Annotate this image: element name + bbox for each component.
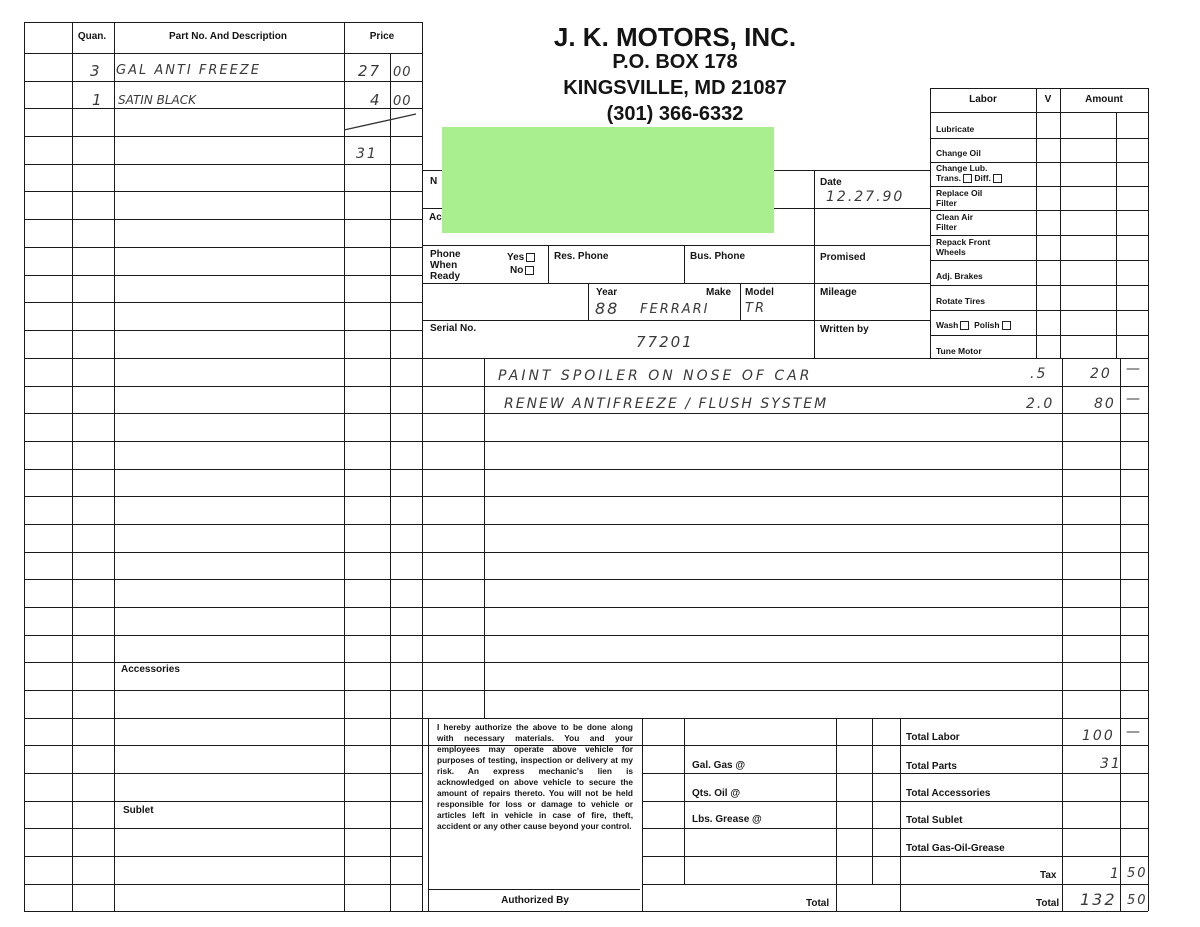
- company-name: J. K. MOTORS, INC.: [553, 22, 797, 52]
- grid-line: [422, 524, 1148, 525]
- qts-oil-label: Qts. Oil @: [692, 788, 741, 799]
- grid-line: [422, 718, 1148, 719]
- work-1-amount: 20: [1090, 366, 1112, 382]
- make-value: FERRARI: [640, 302, 710, 317]
- grid-line: [428, 889, 640, 890]
- grid-line: [836, 718, 837, 911]
- serial-label: Serial No.: [430, 323, 477, 334]
- total-parts-label: Total Parts: [906, 761, 957, 772]
- grid-line: [24, 247, 422, 248]
- grid-line: [24, 81, 422, 82]
- price-header: Price: [369, 31, 395, 42]
- grid-line: [24, 164, 422, 165]
- grid-line: [344, 22, 345, 911]
- grid-line: [24, 22, 25, 911]
- redaction-sticky-note: [442, 127, 774, 233]
- grid-line: [642, 718, 643, 911]
- part-row-1-quan: 3: [90, 62, 102, 80]
- work-2-amount: 80: [1094, 396, 1116, 412]
- work-2-description: RENEW ANTIFREEZE / FLUSH SYSTEM: [504, 396, 829, 412]
- grid-line: [24, 136, 422, 137]
- grid-line: [24, 579, 422, 580]
- total-gas-oil-grease-label: Total Gas-Oil-Grease: [906, 843, 1005, 854]
- sublet-label: Sublet: [123, 805, 154, 816]
- rotate-tires-label: Rotate Tires: [936, 296, 985, 306]
- grid-line: [24, 828, 422, 829]
- grid-line: [740, 283, 741, 320]
- grid-line: [390, 53, 391, 911]
- grid-line: [24, 219, 422, 220]
- grid-line: [1062, 358, 1063, 718]
- part-row-2-dollars: 4: [370, 91, 382, 109]
- model-label: Model: [745, 287, 774, 298]
- lbs-grease-label: Lbs. Grease @: [692, 814, 762, 825]
- trans-checkbox[interactable]: [963, 174, 972, 183]
- part-row-2-quan: 1: [92, 91, 104, 109]
- grid-line: [422, 579, 1148, 580]
- grid-line: [422, 911, 1148, 912]
- wash-polish-label: Wash Polish: [936, 320, 1011, 331]
- promised-label: Promised: [820, 252, 866, 263]
- parts-total: 31: [356, 146, 378, 162]
- grid-line: [24, 884, 422, 885]
- grid-line: [24, 801, 422, 802]
- mileage-label: Mileage: [820, 287, 857, 298]
- grid-line: [24, 413, 422, 414]
- grid-line: [24, 386, 422, 387]
- address-label: Ac: [429, 212, 442, 223]
- written-by-label: Written by: [820, 324, 869, 335]
- grid-line: [422, 662, 1148, 663]
- gas-oil-total-label: Total: [806, 898, 830, 909]
- tax-cents: 50: [1127, 866, 1148, 881]
- total-accessories-label: Total Accessories: [906, 788, 991, 799]
- part-header: Part No. And Description: [169, 31, 287, 42]
- part-row-1-description: GAL ANTI FREEZE: [116, 63, 261, 78]
- grid-line: [872, 718, 873, 884]
- repack-front-wheels-label: Repack Front Wheels: [936, 237, 991, 257]
- grand-total-cents: 50: [1127, 893, 1148, 908]
- grid-line: [422, 320, 930, 321]
- tune-motor-label: Tune Motor: [936, 346, 982, 356]
- grid-line: [24, 441, 422, 442]
- grid-line: [24, 911, 422, 912]
- grid-line: [422, 22, 423, 911]
- model-value: TR: [745, 301, 766, 316]
- grid-line: [1062, 718, 1063, 911]
- grid-line: [24, 191, 422, 192]
- grid-line: [642, 828, 1148, 829]
- grid-line: [422, 283, 930, 284]
- grid-line: [642, 773, 1148, 774]
- work-1-cents: —: [1126, 361, 1142, 377]
- yes-label: Yes: [507, 252, 535, 263]
- grid-line: [428, 718, 429, 911]
- grid-line: [24, 745, 422, 746]
- change-lub-label: Change Lub. Trans. Diff.: [936, 164, 1002, 183]
- change-oil-label: Change Oil: [936, 148, 981, 158]
- company-phone: (301) 366-6332: [606, 103, 744, 125]
- work-1-description: PAINT SPOILER ON NOSE OF CAR: [498, 368, 813, 384]
- grid-line: [72, 22, 73, 911]
- grid-line: [24, 662, 422, 663]
- grid-line: [24, 524, 422, 525]
- grid-line: [548, 245, 549, 283]
- phone-when-ready-label: Phone When Ready: [430, 249, 461, 282]
- grid-line: [24, 856, 422, 857]
- grid-line: [1116, 112, 1117, 358]
- grid-line: [24, 358, 422, 359]
- grid-line: [642, 801, 1148, 802]
- grid-line: [422, 690, 1148, 691]
- grid-line: [684, 245, 685, 283]
- grid-line: [422, 635, 1148, 636]
- part-row-2-description: SATIN BLACK: [118, 93, 196, 107]
- polish-checkbox[interactable]: [1002, 321, 1011, 330]
- work-2-cents: —: [1126, 391, 1142, 407]
- serial-value: 77201: [636, 333, 694, 351]
- grid-line: [900, 718, 901, 911]
- date-label: Date: [820, 177, 842, 188]
- total-sublet-label: Total Sublet: [906, 815, 963, 826]
- company-address-2: KINGSVILLE, MD 21087: [563, 77, 787, 99]
- grid-line: [24, 302, 422, 303]
- labor-header: Labor: [969, 94, 997, 105]
- authorized-by-label: Authorized By: [501, 895, 569, 906]
- authorization-text: I hereby authorize the above to be done along with necessary materials. You and your employees may operate above vehicle for purposes of testing, inspection or delivery at my risk. An express mechanic's lien is acknowledged on above vehicle to secure the amount of repairs thereto. You will not be held responsible for loss or damage to vehicle or articles left in vehicle in case of fire, theft, accident or any other cause beyond your control.: [437, 722, 633, 831]
- tax-label: Tax: [1040, 870, 1057, 881]
- grid-line: [422, 245, 930, 246]
- grid-line: [24, 53, 422, 54]
- wash-checkbox[interactable]: [960, 321, 969, 330]
- part-row-2-cents: 00: [393, 94, 412, 109]
- year-label: Year: [596, 287, 618, 298]
- no-label: No: [510, 265, 534, 276]
- clean-air-filter-label: Clean Air Filter: [936, 212, 974, 232]
- grid-line: [24, 718, 422, 719]
- grand-total-label: Total: [1036, 898, 1060, 909]
- total-labor-cents: —: [1126, 724, 1142, 740]
- diff-checkbox[interactable]: [993, 174, 1002, 183]
- grid-line: [1060, 88, 1061, 358]
- grid-line: [24, 607, 422, 608]
- lubricate-label: Lubricate: [936, 124, 975, 134]
- quan-header: Quan.: [77, 31, 107, 42]
- grid-line: [1148, 88, 1149, 911]
- grid-line: [24, 773, 422, 774]
- res-phone-label: Res. Phone: [554, 251, 609, 262]
- grid-line: [24, 275, 422, 276]
- grid-line: [422, 358, 1148, 359]
- parts-sum-line: [340, 108, 420, 134]
- total-labor-value: 100: [1082, 728, 1115, 744]
- work-2-hours: 2.0: [1026, 396, 1055, 412]
- amount-header: Amount: [1085, 94, 1123, 105]
- yes-checkbox[interactable]: [526, 253, 535, 262]
- grid-line: [930, 88, 931, 358]
- grid-line: [1036, 88, 1037, 358]
- grid-line: [24, 22, 422, 23]
- grid-line: [930, 88, 1148, 89]
- grid-line: [422, 441, 1148, 442]
- grid-line: [422, 496, 1148, 497]
- gal-gas-label: Gal. Gas @: [692, 760, 746, 771]
- replace-oil-filter-label: Replace Oil Filter: [936, 188, 983, 208]
- grid-line: [422, 413, 1148, 414]
- total-labor-label: Total Labor: [906, 732, 960, 743]
- grid-line: [588, 283, 589, 320]
- grid-line: [24, 330, 422, 331]
- adj-brakes-label: Adj. Brakes: [936, 271, 983, 281]
- year-value: 88: [595, 299, 620, 318]
- work-1-hours: .5: [1030, 366, 1048, 382]
- check-header: V: [1044, 94, 1052, 105]
- no-checkbox[interactable]: [525, 266, 534, 275]
- date-value: 12.27.90: [826, 189, 905, 205]
- part-row-1-dollars: 27: [358, 62, 382, 80]
- total-parts-value: 31: [1100, 756, 1122, 772]
- grid-line: [24, 496, 422, 497]
- grand-total-value: 132: [1080, 890, 1117, 909]
- grid-line: [684, 718, 685, 884]
- grid-line: [24, 690, 422, 691]
- make-label: Make: [706, 287, 732, 298]
- grid-line: [642, 884, 1148, 885]
- grid-line: [422, 386, 1148, 387]
- tax-value: 1: [1110, 866, 1121, 882]
- bus-phone-label: Bus. Phone: [690, 251, 746, 262]
- grid-line: [484, 358, 485, 718]
- grid-line: [814, 170, 815, 358]
- grid-line: [422, 607, 1148, 608]
- grid-line: [422, 552, 1148, 553]
- grid-line: [24, 635, 422, 636]
- grid-line: [422, 469, 1148, 470]
- grid-line: [114, 22, 115, 911]
- grid-line: [24, 469, 422, 470]
- name-label: N: [430, 176, 438, 187]
- part-row-1-cents: 00: [393, 65, 412, 80]
- grid-line: [24, 552, 422, 553]
- accessories-label: Accessories: [121, 664, 180, 675]
- grid-line: [642, 856, 1148, 857]
- company-address-1: P.O. BOX 178: [612, 51, 738, 73]
